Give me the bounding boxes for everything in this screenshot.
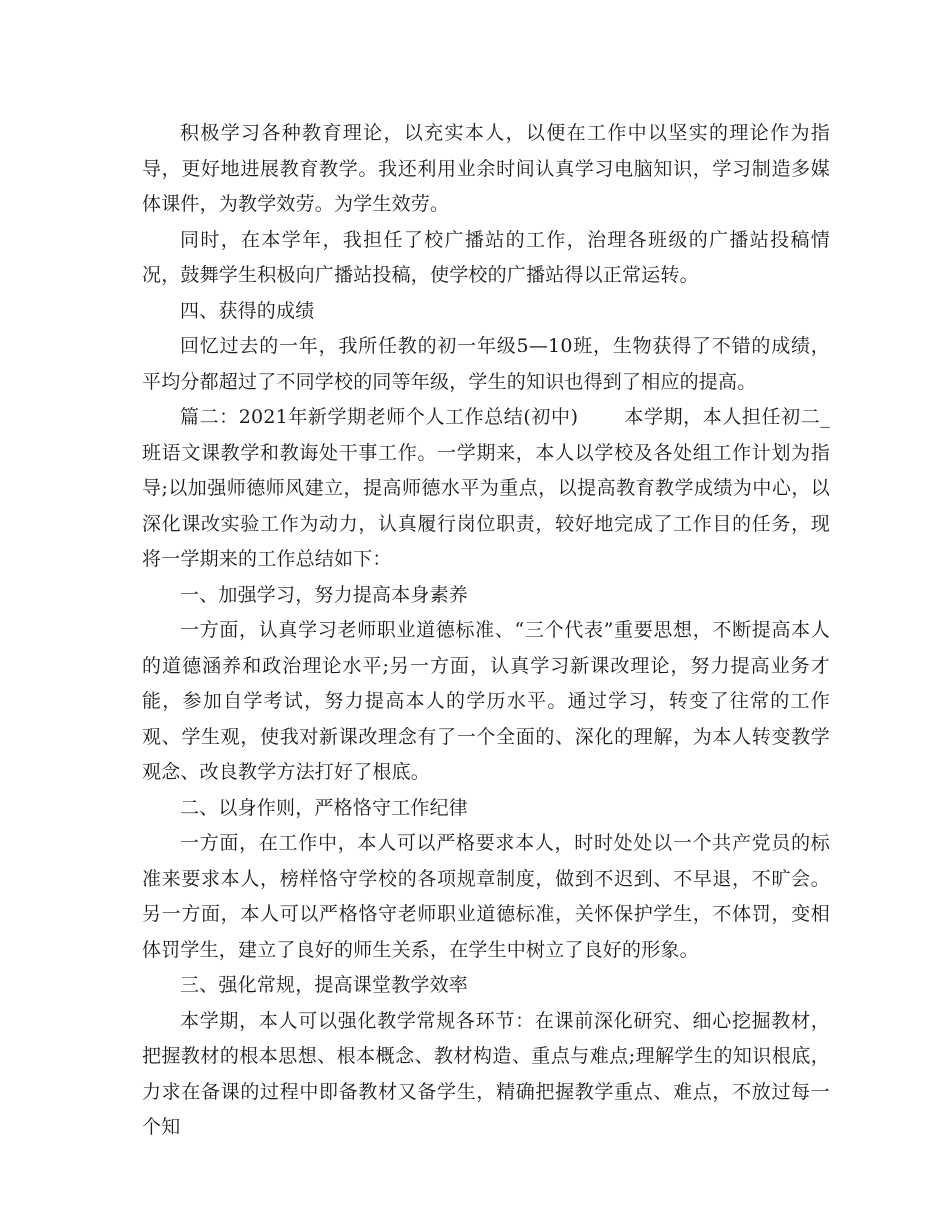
paragraph-study-theory: 积极学习各种教育理论，以充实本人，以便在工作中以坚实的理论作为指导，更好地进展教育教学。我还利用业余时间认真学习电脑知识，学习制造多媒体课件，为教学效劳。为学生效劳。 — [142, 122, 830, 215]
section-heading-classroom-efficiency: 三、强化常规，提高课堂教学效率 — [180, 974, 469, 996]
paragraph-achievements: 回忆过去的一年，我所任教的初一年级5—10班，生物获得了不错的成绩，平均分都超过了不同学校的同等年级，学生的知识也得到了相应的提高。 — [142, 335, 830, 393]
paragraph-classroom-efficiency: 本学期，本人可以强化教学常规各环节：在课前深化研究、细心挖掘教材，把握教材的根本思想、根本概念、教材构造、重点与难点;理解学生的知识根底，力求在备课的过程中即备教材又备学生，精确把握教学重点、难点，不放过每一个知 — [142, 1009, 830, 1138]
section-heading-strengthen-study: 一、加强学习，努力提高本身素养 — [180, 583, 469, 606]
section-heading-discipline: 二、以身作则，严格恪守工作纪律 — [180, 796, 469, 819]
paragraph-strengthen-study: 一方面，认真学习老师职业道德标准、“三个代表”重要思想，不断提高本人的道德涵养和政治理论水平;另一方面，认真学习新课改理论，努力提高业务才能，参加自学考试，努力提高本人的学历水平。通过学习，转变了往常的工作观、学生观，使我对新课改理念有了一个全面的、深化的理解，为本人转变教学观念、改良教学方法打好了根底。 — [142, 619, 830, 783]
document-body — [142, 116, 830, 1146]
paragraph-part-two-intro: 篇二：2021年新学期老师个人工作总结(初中) 本学期，本人担任初二_班语文课教学和教诲处干事工作。一学期来，本人以学校及各处组工作计划为指导;以加强师德师风建立，提高师德水平为重点，以提高教育教学成绩为中心，以深化课改实验工作为动力，认真履行岗位职责，较好地完成了工作目的任务，现将一学期来的工作总结如下： — [142, 406, 830, 570]
section-heading-achievements: 四、获得的成绩 — [180, 299, 315, 322]
paragraph-broadcast-station: 同时，在本学年，我担任了校广播站的工作，治理各班级的广播站投稿情况，鼓舞学生积极向广播站投稿，使学校的广播站得以正常运转。 — [142, 228, 830, 286]
paragraph-discipline: 一方面，在工作中，本人可以严格要求本人，时时处处以一个共产党员的标准来要求本人，榜样恪守学校的各项规章制度，做到不迟到、不早退，不旷会。另一方面，本人可以严格恪守老师职业道德标准，关怀保护学生，不体罚，变相体罚学生，建立了良好的师生关系，在学生中树立了良好的形象。 — [142, 832, 830, 961]
